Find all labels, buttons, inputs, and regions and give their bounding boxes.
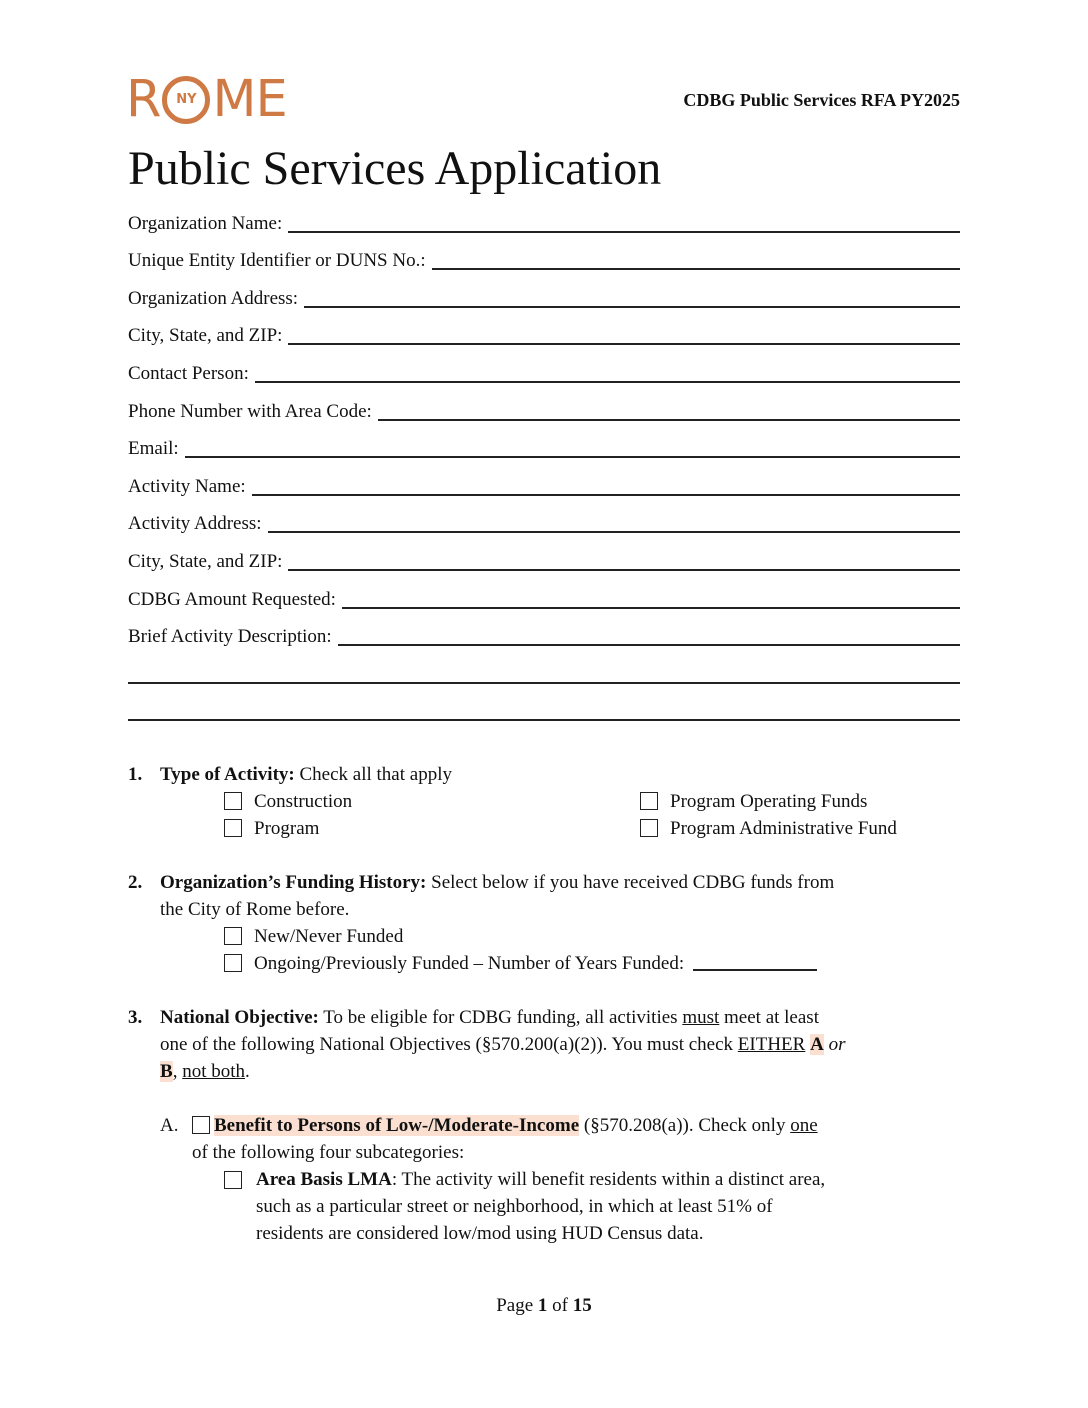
- option-label: Ongoing/Previously Funded – Number of Years Funded:: [254, 953, 685, 974]
- email-input[interactable]: [185, 436, 960, 458]
- field-label: City, State, and ZIP:: [128, 325, 283, 347]
- description-continuation-line[interactable]: [128, 649, 960, 687]
- objective-a-line: [192, 1112, 818, 1139]
- emphasis-either: EITHER: [737, 1034, 806, 1055]
- logo-text-r: R: [126, 70, 161, 129]
- text: such as a particular street or neighborhood, in which at least 51% of: [256, 1196, 773, 1217]
- rome-ny-logo: [126, 70, 287, 129]
- option-new-never-funded[interactable]: [224, 923, 403, 950]
- option-construction[interactable]: [224, 788, 352, 815]
- page-title: Public Services Application: [128, 142, 662, 195]
- field-label: Organization Address:: [128, 287, 299, 309]
- phone-number-input[interactable]: [378, 399, 960, 421]
- field-label: Phone Number with Area Code:: [128, 400, 372, 422]
- section-number: 1.: [128, 764, 143, 785]
- page-word: Page: [496, 1295, 538, 1316]
- emphasis-one: one: [790, 1115, 818, 1136]
- field-org-city-state-zip[interactable]: [128, 311, 960, 349]
- of-word: of: [547, 1295, 573, 1316]
- field-label: Unique Entity Identifier or DUNS No.:: [128, 250, 426, 272]
- subcategory-checkbox[interactable]: [224, 1171, 242, 1189]
- section-funding-history: [128, 869, 960, 979]
- section-instruction: Check all that apply: [294, 764, 452, 785]
- option-label: Program Operating Funds: [670, 791, 868, 812]
- text: : The activity will benefit residents within a distinct area,: [391, 1169, 826, 1190]
- field-organization-address[interactable]: [128, 273, 960, 311]
- option-program-operating-funds[interactable]: [640, 788, 867, 815]
- cdbg-amount-input[interactable]: [342, 587, 960, 609]
- checkbox[interactable]: [224, 954, 242, 972]
- logo-text-me: ME: [212, 70, 287, 129]
- current-page: 1: [537, 1295, 548, 1316]
- subcategory-heading: Area Basis LMA: [256, 1169, 392, 1190]
- field-brief-description[interactable]: [128, 612, 960, 650]
- field-label: Email:: [128, 438, 179, 460]
- field-label: Contact Person:: [128, 362, 249, 384]
- checkbox[interactable]: [224, 927, 242, 945]
- activity-city-state-zip-input[interactable]: [288, 549, 960, 571]
- field-label: Activity Name:: [128, 475, 246, 497]
- field-email[interactable]: [128, 424, 960, 462]
- text: .: [245, 1061, 250, 1082]
- text: one of the following National Objectives (§570.200(a)(2)). You must check: [160, 1034, 738, 1055]
- text: meet at least: [719, 1007, 819, 1028]
- field-cdbg-amount[interactable]: [128, 574, 960, 612]
- emphasis-must: must: [682, 1007, 720, 1028]
- section-heading: Type of Activity:: [160, 764, 295, 785]
- text: residents are considered low/mod using HUD Census data.: [256, 1223, 704, 1244]
- field-uei-duns[interactable]: [128, 236, 960, 274]
- option-ongoing-previously-funded[interactable]: [224, 950, 817, 977]
- option-label: Construction: [254, 791, 353, 812]
- organization-address-input[interactable]: [304, 286, 960, 308]
- field-label: CDBG Amount Requested:: [128, 588, 336, 610]
- field-label: Brief Activity Description:: [128, 626, 332, 648]
- subcategory-area-basis-lma: [224, 1166, 964, 1247]
- org-city-state-zip-input[interactable]: [288, 323, 960, 345]
- contact-person-input[interactable]: [255, 361, 960, 383]
- activity-name-input[interactable]: [252, 474, 960, 496]
- emphasis-or: or: [828, 1034, 846, 1055]
- field-contact-person[interactable]: [128, 348, 960, 386]
- checkbox[interactable]: [224, 792, 242, 810]
- objective-a-heading: Benefit to Persons of Low-/Moderate-Income: [214, 1115, 580, 1136]
- section-number: 2.: [128, 872, 143, 893]
- text: (§570.208(a)). Check only: [579, 1115, 791, 1136]
- objective-a-checkbox[interactable]: [192, 1116, 210, 1134]
- option-program-administrative-fund[interactable]: [640, 815, 897, 842]
- field-phone-number[interactable]: [128, 386, 960, 424]
- uei-duns-input[interactable]: [432, 248, 960, 270]
- logo-ny-ring: [162, 76, 210, 124]
- field-activity-city-state-zip[interactable]: [128, 536, 960, 574]
- option-label: New/Never Funded: [254, 926, 404, 947]
- field-label: City, State, and ZIP:: [128, 550, 283, 572]
- option-label: Program Administrative Fund: [670, 818, 897, 839]
- section-heading: National Objective:: [160, 1007, 319, 1028]
- emphasis-not-both: not both: [182, 1061, 245, 1082]
- organization-name-input[interactable]: [288, 211, 960, 233]
- objective-a-instruction: of the following four subcategories:: [192, 1142, 465, 1163]
- section-type-of-activity: [128, 761, 960, 841]
- national-objective-text: [160, 1004, 960, 1085]
- logo-ny-text: NY: [176, 92, 197, 107]
- section-instruction: Select below if you have received CDBG funds from: [426, 872, 835, 893]
- page-number-footer: [0, 1295, 1088, 1317]
- highlight-b: B: [160, 1061, 173, 1082]
- field-activity-name[interactable]: [128, 461, 960, 499]
- section-national-objective: [128, 1004, 960, 1244]
- objective-letter: A.: [160, 1115, 179, 1136]
- section-instruction-cont: the City of Rome before.: [160, 899, 350, 920]
- highlight-a: A: [810, 1034, 824, 1055]
- brief-description-input[interactable]: [338, 624, 960, 646]
- total-pages: 15: [572, 1295, 592, 1316]
- checkbox[interactable]: [224, 819, 242, 837]
- section-number: 3.: [128, 1007, 143, 1028]
- field-organization-name[interactable]: [128, 198, 960, 236]
- section-heading: Organization’s Funding History:: [160, 872, 427, 893]
- option-label: Program: [254, 818, 320, 839]
- objective-a: [160, 1112, 960, 1244]
- activity-address-input[interactable]: [268, 511, 960, 533]
- document-header-label: CDBG Public Services RFA PY2025: [683, 90, 960, 110]
- checkbox[interactable]: [640, 792, 658, 810]
- organization-info-form: [128, 198, 960, 724]
- years-funded-input[interactable]: [693, 951, 817, 971]
- option-program[interactable]: [224, 815, 319, 842]
- field-activity-address[interactable]: [128, 499, 960, 537]
- field-label: Activity Address:: [128, 513, 262, 535]
- description-continuation-line[interactable]: [128, 687, 960, 725]
- text: ,: [172, 1061, 178, 1082]
- checkbox[interactable]: [640, 819, 658, 837]
- field-label: Organization Name:: [128, 212, 283, 234]
- text: To be eligible for CDBG funding, all activities: [318, 1007, 683, 1028]
